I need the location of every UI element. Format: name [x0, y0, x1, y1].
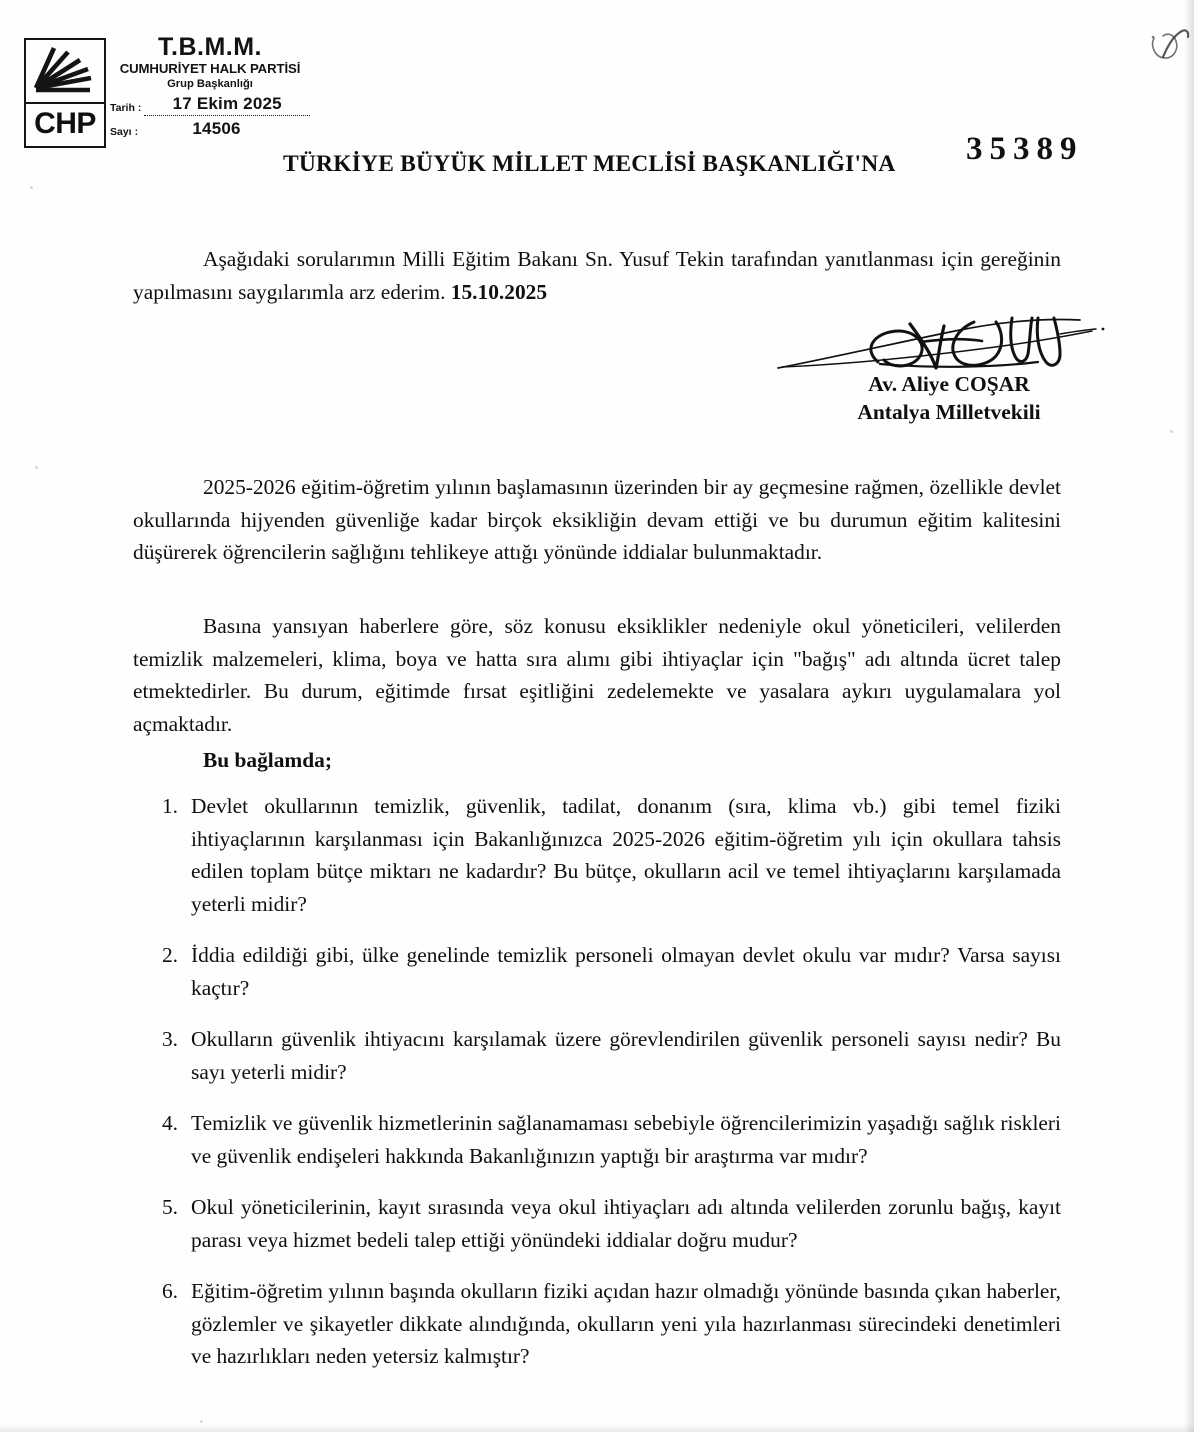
scan-speckle [35, 466, 38, 469]
question-item [133, 1191, 1061, 1256]
intro-date: 15.10.2025 [450, 279, 548, 304]
question-item [133, 790, 1061, 920]
chp-logo-box [24, 38, 106, 148]
stamp-date-colon: : [137, 101, 142, 114]
question-number: 2. [161, 943, 178, 968]
org-party-label: CUMHURİYET HALK PARTİSİ [119, 61, 301, 77]
question-text: Okul yöneticilerinin, kayıt sırasında veya okul ihtiyaçları adı altında velilerden zorunlu bağış, kayıt parası veya hizmet bedeli talep ettiği yönündeki iddialar doğru mudur? [191, 1195, 1061, 1252]
org-tbmm-label: T.B.M.M. [158, 33, 262, 61]
chp-header-stamp [24, 33, 301, 153]
question-text: Temizlik ve güvenlik hizmetlerinin sağlanamaması sebebiyle öğrencilerimizin yaşadığı sağlık riskleri ve güvenlik endişeleri hakkında Bakanlığınızın yaptığı bir araştırma var mıdır? [191, 1111, 1061, 1168]
question-item [133, 939, 1061, 1004]
stamp-number-colon: : [134, 125, 139, 138]
intro-paragraph [133, 243, 1061, 308]
question-number: 3. [161, 1027, 178, 1052]
scan-edge-shadow-right [1184, 0, 1194, 1432]
question-item [133, 1023, 1061, 1088]
signature-block [760, 312, 1120, 427]
question-item [133, 1275, 1061, 1373]
question-text: İddia edildiği gibi, ülke genelinde temizlik personeli olmayan devlet okulu var mıdır? Varsa sayısı kaçtır? [191, 943, 1061, 1000]
scan-speckle [30, 186, 33, 189]
chp-logo-label: CHP [34, 107, 96, 140]
stamp-date-label: Tarih [110, 101, 135, 114]
context-label: Bu bağlamda; [203, 748, 332, 772]
stamp-date-value: 17 Ekim 2025 [144, 94, 310, 116]
question-item [133, 1107, 1061, 1172]
question-number: 4. [161, 1111, 178, 1136]
scan-speckle [1170, 430, 1173, 433]
stamp-text-block [110, 34, 310, 140]
corner-pen-mark-icon [1146, 24, 1192, 68]
question-number: 6. [161, 1279, 178, 1304]
scan-speckle [200, 1420, 203, 1423]
stamp-date-row [110, 93, 310, 116]
org-group-label: Grup Başkanlığı [167, 78, 253, 91]
signatory-name: Av. Aliye COŞAR [868, 372, 1030, 396]
registration-number-stamp: 35389 [966, 131, 1084, 167]
question-number: 5. [161, 1195, 178, 1220]
scan-edge-shadow-bottom [0, 1424, 1194, 1432]
questions-list [133, 790, 1061, 1392]
page-title: TÜRKİYE BÜYÜK MİLLET MECLİSİ BAŞKANLIĞI'NA [283, 151, 896, 177]
question-text: Eğitim-öğretim yılının başında okulların fiziki açıdan hazır olmadığı yönünde basında çıkan haberler, gözlemler ve şikayetler dikkate alındığında, okulların yeni yıla hazırlanması sürecindeki denetimleri ve hazırlıkları neden yetersiz kalmıştır? [191, 1279, 1061, 1369]
question-number: 1. [161, 794, 178, 818]
intro-text: Aşağıdaki sorularımın Milli Eğitim Bakanı Sn. Yusuf Tekin tarafından yanıtlanması için gereğinin yapılmasını saygılarımla arz ederim. [133, 247, 1061, 304]
signatory-role: Antalya Milletvekili [857, 400, 1041, 425]
question-text: Devlet okullarının temizlik, güvenlik, tadilat, donanım (sıra, klima vb.) gibi temel fiziki ihtiyaçlarının karşılanması için Bakanlığınızca 2025-2026 eğitim-öğretim yılı için okullara tahsis edilen toplam bütçe miktarı ne kadardır? Bu bütçe, okulların acil ve temel ihtiyaçlarını karşılamada yeterli midir? [191, 794, 1061, 916]
body-paragraph-2: Basına yansıyan haberlere göre, söz konusu eksiklikler nedeniyle okul yöneticileri, velilerden temizlik malzemeleri, klima, boya ve hatta sıra alımı gibi ihtiyaçlar için "bağış" adı altında ücret talep etmektedirler. Bu durum, eğitimde fırsat eşitliğini zedelemekte ve yasalara aykırı uygulamalara yol açmaktadır. [133, 614, 1061, 736]
question-text: Okulların güvenlik ihtiyacını karşılamak üzere görevlendirilen güvenlik personeli sayısı nedir? Bu sayı yeterli midir? [191, 1027, 1061, 1084]
stamp-number-row [110, 120, 310, 140]
chp-six-arrows-icon [26, 40, 104, 104]
handwritten-signature [760, 312, 1110, 374]
stamp-number-label: Sayı [110, 125, 132, 138]
stamp-number-value: 14506 [192, 118, 241, 138]
body-paragraph-1: 2025-2026 eğitim-öğretim yılının başlamasının üzerinden bir ay geçmesine rağmen, özellikle devlet okullarında hijyenden güvenliğe kadar birçok eksikliğin devam ettiği ve bu durumun eğitim kalitesini düşürerek öğrencilerin sağlığını tehlikeye attığı yönünde iddialar bulunmaktadır. [133, 475, 1061, 565]
